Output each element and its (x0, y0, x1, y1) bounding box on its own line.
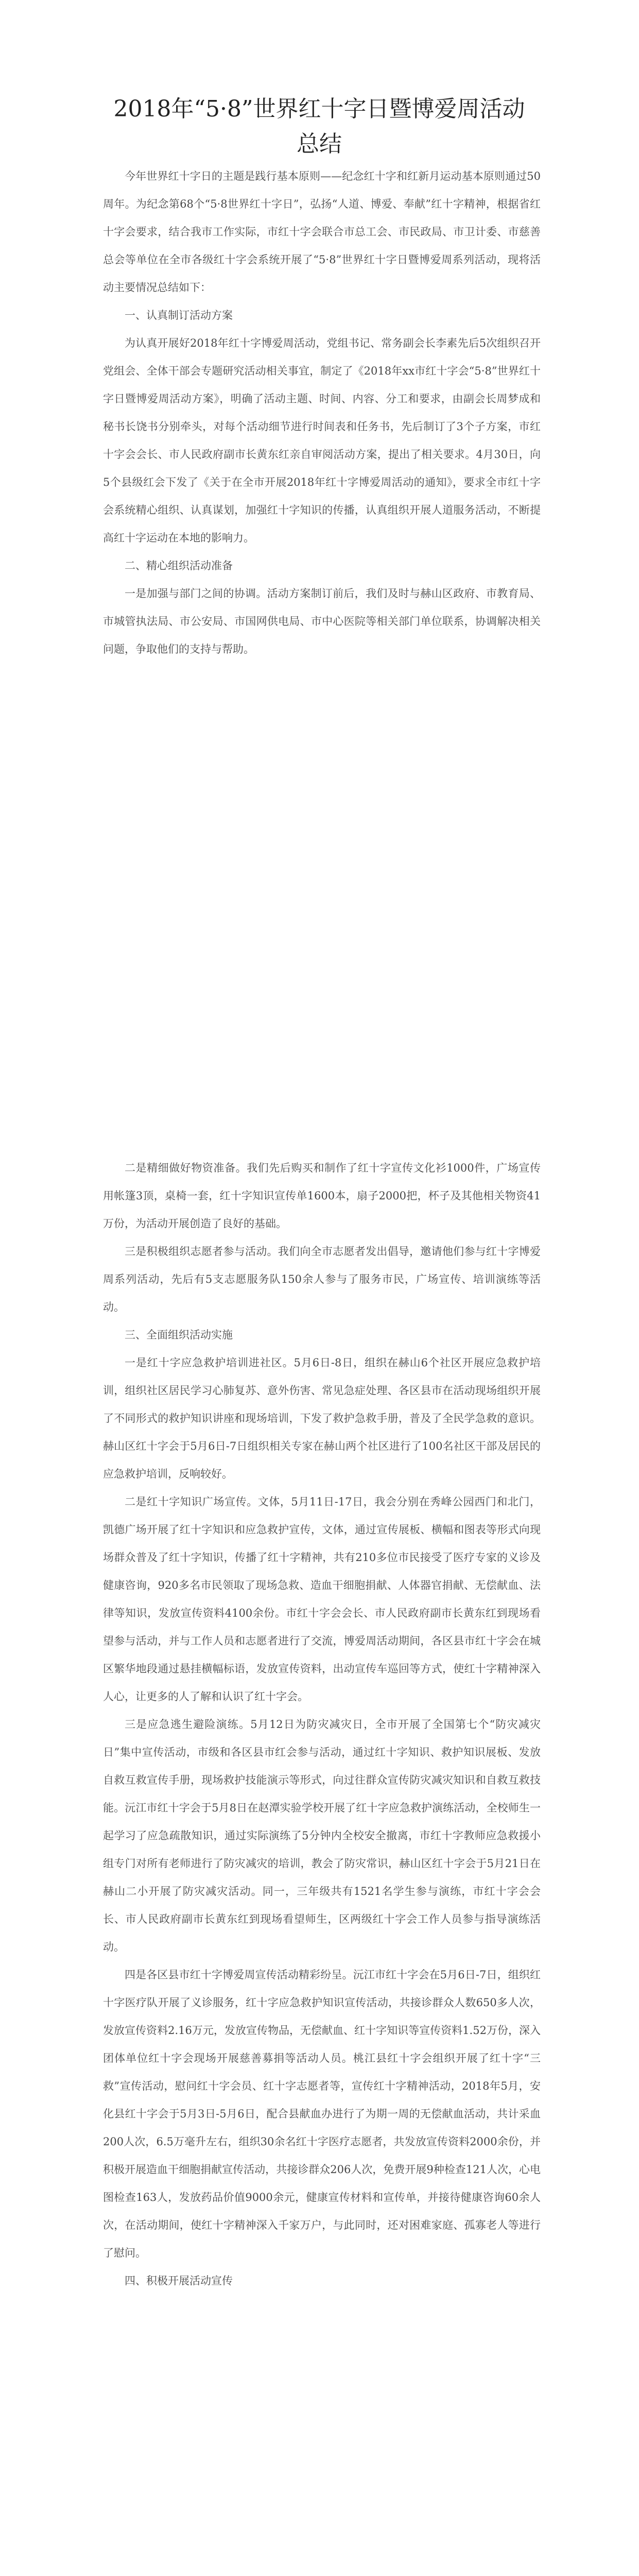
document-title-line2: 总结 (297, 131, 342, 157)
text-block-1 (103, 162, 541, 663)
section-1-paragraph: 为认真开展好2018年红十字博爱周活动，党组书记、常务副会长李素先后5次组织召开党组会、全体干部会专题研究活动相关事宜，制定了《2018年xx市红十字会“5·8”世界红十字日暨博爱周活动方案》，明确了活动主题、时间、内容、分工和要求，由副会长周梦成和秘书长饶书分别牵头，对每个活动细节进行时间表和任务书，先后制订了3个子方案，市红十字会会长、市人民政府副市长黄东红亲自审阅活动方案，提出了相关要求。4月30日，向5个县级红会下发了《关于在全市开展2018年红十字博爱周活动的通知》，要求全市红十字会系统精心组织、认真谋划，加强红十字知识的传播，认真组织开展人道服务活动，不断提高红十字运动在本地的影响力。 (103, 337, 541, 544)
document-title (93, 92, 546, 162)
section-2-paragraph-3: 三是积极组织志愿者参与活动。我们向全市志愿者发出倡导，邀请他们参与红十字博爱周系列活动，先后有5支志愿服务队150余人参与了服务市民，广场宣传、培训演练等活动。 (103, 1245, 541, 1313)
intro-paragraph: 今年世界红十字日的主题是践行基本原则——纪念红十字和红新月运动基本原则通过50周年。为纪念第68个“5·8世界红十字日”，弘扬“人道、博爱、奉献”红十字精神，根据省红十字会要求，结合我市工作实际，市红十字会联合市总工会、市民政局、市卫计委、市慈善总会等单位在全市各级红十字会系统开展了“5·8”世界红十字日暨博爱周系列活动，现将活动主要情况总结如下： (103, 170, 541, 294)
section-3-paragraph-2: 二是红十字知识广场宣传。文体，5月11日-17日，我会分别在秀峰公园西门和北门，凯德广场开展了红十字知识和应急救护宣传，文体，通过宣传展板、横幅和图表等形式向现场群众普及了红十字知识，传播了红十字精神，共有210多位市民接受了医疗专家的义诊及健康咨询，920多名市民领取了现场急救、造血干细胞捐献、人体器官捐献、无偿献血、法律等知识，发放宣传资料4100余份。市红十字会会长、市人民政府副市长黄东红到现场看望参与活动，并与工作人员和志愿者进行了交流，博爱周活动期间，各区县市红十字会在城区繁华地段通过悬挂横幅标语，发放宣传资料，出动宣传车巡回等方式，使红十字精神深入人心，让更多的人了解和认识了红十字会。 (103, 1496, 541, 1703)
section-1-heading: 一、认真制订活动方案 (125, 309, 233, 321)
section-3-paragraph-1: 一是红十字应急救护培训进社区。5月6日-8日，组织在赫山6个社区开展应急救护培训，组织社区居民学习心肺复苏、意外伤害、常见急症处理、各区县市在活动现场组织开展了不同形式的救护知识讲座和现场培训，下发了救护急救手册，普及了全民学急救的意识。赫山区红十字会于5月6日-7日组织相关专家在赫山两个社区进行了100名社区干部及居民的应急救护培训，反响较好。 (103, 1357, 541, 1480)
section-4-heading: 四、积极开展活动宣传 (125, 2275, 233, 2287)
document-title-line1: 2018年“5·8”世界红十字日暨博爱周活动 (113, 96, 525, 122)
section-3-heading: 三、全面组织活动实施 (125, 1329, 233, 1341)
section-2-heading: 二、精心组织活动准备 (125, 560, 233, 572)
section-2-paragraph: 一是加强与部门之间的协调。活动方案制订前后，我们及时与赫山区政府、市教育局、市城管执法局、市公安局、市国网供电局、市中心医院等相关部门单位联系，协调解决相关问题，争取他们的支持与帮助。 (103, 587, 541, 655)
section-2-paragraph-2: 二是精细做好物资准备。我们先后购买和制作了红十字宣传文化衫1000件，广场宣传用帐篷3顶，桌椅一套，红十字知识宣传单1600本，扇子2000把，杯子及其他相关物资41万份，为活动开展创造了良好的基础。 (103, 1162, 541, 1230)
text-block-2 (103, 1154, 541, 2295)
photo-area-1 (103, 819, 541, 1139)
section-3-paragraph-3: 三是应急逃生避险演练。5月12日为防灾减灾日，全市开展了全国第七个“防灾减灾日”集中宣传活动，市级和各区县市红会参与活动，通过红十字知识、救护知识展板、发放自救互救宣传手册，现场救护技能演示等形式，向过往群众宣传防灾减灾知识和自救互救技能。沅江市红十字会于5月8日在赵潭实验学校开展了红十字应急救护演练活动，全校师生一起学习了应急疏散知识，通过实际演练了5分钟内全校安全撤离，市红十字教师应急救援小组专门对所有老师进行了防灾减灾的培训，教会了防灾常识，赫山区红十字会于5月21日在赫山二小开展了防灾减灾活动。同一，三年级共有1521名学生参与演练，市红十字会会长、市人民政府副市长黄东红到现场看望师生，区两级红十字会工作人员参与指导演练活动。 (103, 1718, 541, 1953)
section-3-paragraph-4: 四是各区县市红十字博爱周宣传活动精彩纷呈。沅江市红十字会在5月6日-7日，组织红十字医疗队开展了义诊服务，红十字应急救护知识宣传活动，共接诊群众人数650多人次，发放宣传资料2.16万元，发放宣传物品，无偿献血、红十字知识等宣传资料1.52万份，深入团体单位红十字会现场开展慈善募捐等活动人员。桃江县红十字会组织开展了红十字“三救”宣传活动，慰问红十字会员、红十字志愿者等，宣传红十字精神活动，2018年5月，安化县红十字会于5月3日-5月6日，配合县献血办进行了为期一周的无偿献血活动，共计采血200人次，6.5万毫升左右，组织30余名红十字医疗志愿者，共发放宣传资料2000余份，并积极开展造血干细胞捐献宣传活动，共接诊群众206人次，免费开展9种检查121人次，心电图检查163人，发放药品价值9000余元，健康宣传材料和宣传单，并接待健康咨询60余人次，在活动期间，使红十字精神深入千家万户，与此同时，还对困难家庭、孤寡老人等进行了慰问。 (103, 1969, 541, 2259)
